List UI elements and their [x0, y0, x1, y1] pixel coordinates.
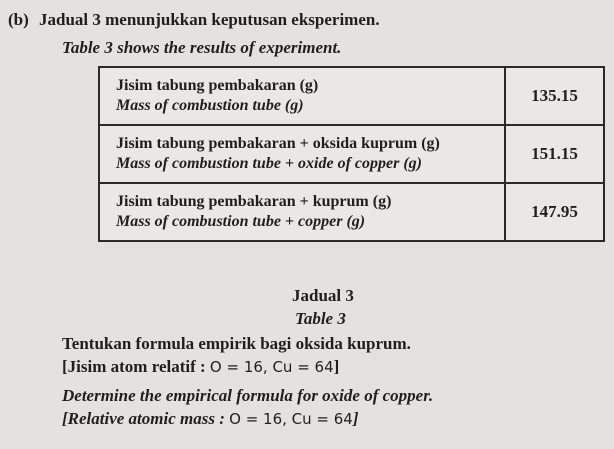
row-label-english: Mass of combustion tube + oxide of copper (g) [116, 155, 422, 172]
table-row [99, 183, 604, 241]
question-title-english: Table 3 shows the results of experiment. [62, 38, 342, 57]
question-marker: (b) [8, 10, 29, 29]
row-label-english: Mass of combustion tube + copper (g) [116, 213, 366, 230]
relative-mass-malay [62, 357, 339, 377]
relative-mass-prefix: [Relative atomic mass : [62, 409, 230, 428]
row-label-english: Mass of combustion tube (g) [116, 97, 304, 114]
task-english: Determine the empirical formula for oxide of copper. [62, 386, 434, 405]
row-label-malay: Jisim tabung pembakaran + kuprum (g) [116, 193, 392, 210]
table-row [99, 125, 604, 183]
row-value: 151.15 [505, 125, 604, 183]
table-caption-english: Table 3 [295, 309, 346, 328]
relative-mass-prefix: [Jisim atom relatif : [62, 357, 210, 376]
task-malay: Tentukan formula empirik bagi oksida kuprum. [62, 334, 411, 353]
row-label [99, 67, 505, 125]
relative-mass-suffix: ] [352, 409, 359, 428]
table-row [99, 67, 604, 125]
row-value: 147.95 [505, 183, 604, 241]
question-title-malay: Jadual 3 menunjukkan keputusan eksperimen. [39, 10, 380, 29]
table-caption-malay: Jadual 3 [292, 286, 354, 305]
relative-mass-suffix: ] [333, 357, 340, 376]
relative-mass-values: O = 16, Cu = 64 [209, 358, 334, 376]
row-value: 135.15 [505, 67, 604, 125]
row-label [99, 125, 505, 183]
relative-mass-values: O = 16, Cu = 64 [229, 410, 353, 428]
row-label-malay: Jisim tabung pembakaran + oksida kuprum (g) [116, 135, 440, 152]
row-label-malay: Jisim tabung pembakaran (g) [116, 77, 319, 94]
results-table [98, 66, 605, 242]
relative-mass-english [62, 409, 359, 429]
row-label [99, 183, 505, 241]
